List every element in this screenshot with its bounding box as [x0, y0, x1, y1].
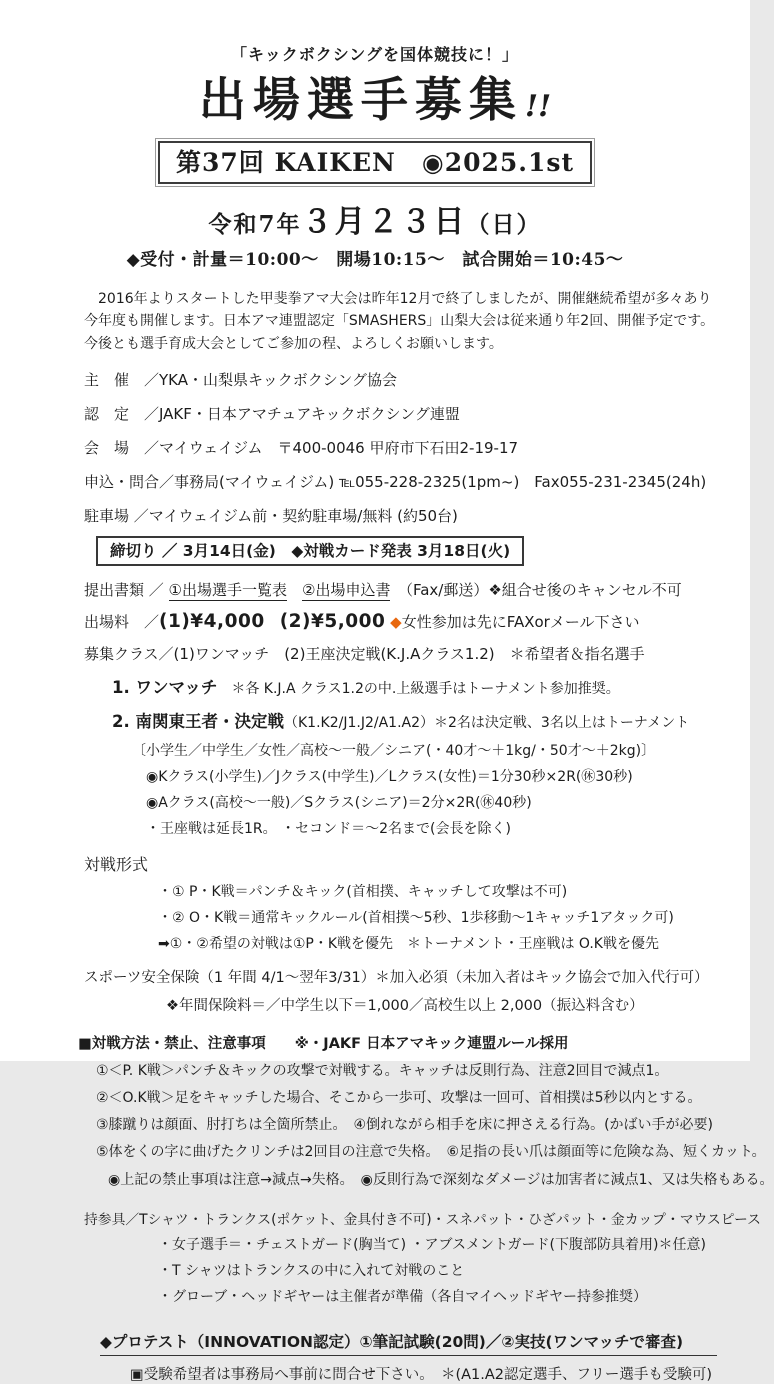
rule-2: ②＜O.K戦＞足をキャッチした場合、そこから一歩可、攻撃は一回可、首相撲は5秒以内とする。 — [96, 1089, 702, 1106]
intro-paragraph — [84, 288, 750, 356]
info-row-certified: 認 定 ／JAKF・日本アマチュアキックボクシング連盟 — [84, 404, 460, 423]
orange-diamond-icon: ◆ — [390, 612, 402, 631]
info-row-parking: 駐車場 ／マイウェイジム前・契約駐車場/無料 (約50台) — [84, 506, 458, 525]
class-rule-note: ・王座戦は延長1R。 ・セコンド＝〜2名まで(会長を除く) — [146, 820, 511, 837]
deadline-row — [96, 536, 750, 566]
class-rule-as: ◉Aクラス(高校〜一般)／Sクラス(シニア)＝2分×2R(㊡40秒) — [146, 794, 532, 811]
match-format-ok: ・② O・K戦＝通常キックルール(首相撲〜5秒、1歩移動〜1キャッチ1アタック可) — [158, 909, 674, 926]
match-format-priority: ➡①・②希望の対戦は①P・K戦を優先 ＊トーナメント・王座戦は O.K戦を優先 — [158, 935, 659, 952]
equipment-tshirt: ・T シャツはトランクスの中に入れて対戦のこと — [158, 1262, 465, 1279]
class-item-2-note: （K1.K2/J1.J2/A1.A2）＊2名は決定戦、3名以上はトーナメント — [284, 714, 690, 731]
schedule-times: ◆受付・計量＝10:00〜 開場10:15〜 試合開始＝10:45〜 — [126, 249, 624, 270]
classes-header: 募集クラス／(1)ワンマッチ (2)王座決定戦(K.J.Aクラス1.2) ＊希望者＆指名選手 — [84, 644, 645, 663]
date-day: ３月２３日 — [301, 203, 467, 240]
intro-line: 2016年よりスタートした甲斐拳アマ大会は昨年12月で終了しましたが、開催継続希望が多々あり — [84, 290, 712, 307]
event-name-box: 第37回 KAIKEN ◉2025.1st — [158, 141, 592, 184]
class-item-1-title: 1. ワンマッチ — [112, 677, 218, 697]
info-row-organizer: 主 催 ／YKA・山梨県キックボクシング協会 — [84, 370, 398, 389]
fee-note: 女性参加は先にFAXorメール下さい — [401, 612, 640, 631]
main-title — [0, 75, 750, 127]
rule-3-4: ③膝蹴りは顔面、肘打ちは全箇所禁止。 ④倒れながら相手を床に押さえる行為。(かばい手が必要) — [96, 1116, 714, 1133]
protest-row — [0, 1306, 750, 1356]
fee-price-1: (1)¥4,000 — [159, 610, 265, 632]
class-rule-kjl: ◉Kクラス(小学生)／Jクラス(中学生)／Lクラス(女性)＝1分30秒×2R(㊡30秒) — [146, 768, 633, 785]
info-row-contact: 申込・問合／事務局(マイウェイジム) ℡055-228-2325(1pm~) Fax055-231-2345(24h) — [84, 472, 707, 491]
insurance-header: スポーツ安全保険（1 年間 4/1〜翌年3/31）＊加入必須（未加入者はキック協会で加入代行可） — [84, 969, 709, 986]
event-box-row — [0, 141, 750, 184]
fee-label: 出場料 ／ — [84, 612, 160, 631]
fee-price-2: (2)¥5,000 — [279, 610, 386, 632]
header-quote: 「キックボクシングを国体競技に！」 — [231, 45, 519, 64]
rules-header: ■対戦方法・禁止、注意事項 ※・JAKF 日本アマキック連盟ルール採用 — [78, 1035, 569, 1052]
deadline-box: 締切り ／ 3月14日(金) ◆対戦カード発表 3月18日(火) — [96, 536, 524, 566]
equipment-women: ・女子選手＝・チェストガード(胸当て) ・アブスメントガード(下腹部防具着用)＊任意) — [158, 1236, 706, 1253]
equipment-gloves: ・グローブ・ヘッドギヤーは主催者が準備（各自マイヘッドギヤー持参推奨） — [158, 1288, 648, 1305]
intro-line: 今年度も開催します。日本アマ連盟認定「SMASHERS」山梨大会は従来通り年2回、開催予定です。 — [84, 313, 715, 330]
equipment-header: 持参具／Tシャツ・トランクス(ポケット、金具付き不可)・スネパット・ひざパット・金カップ・マウスピース — [84, 1211, 761, 1228]
class-item-1-note: ＊各 K.J.A クラス1.2の中.上級選手はトーナメント参加推奨。 — [217, 680, 620, 697]
rules-penalty-note: ◉上記の禁止事項は注意→減点→失格。 ◉反則行為で深刻なダメージは加害者に減点1、又は失格もある。 — [108, 1171, 774, 1188]
rule-5-6: ⑤体をくの字に曲げたクリンチは2回目の注意で失格。 ⑥足指の長い爪は顔面等に危険な為、短くカット。 — [96, 1143, 766, 1160]
date-era: 令和7年 — [208, 210, 302, 238]
class-categories: 〔小学生／中学生／女性／高校〜一般／シニア(・40才〜＋1kg/・50才〜＋2kg)〕 — [132, 742, 656, 759]
match-format-pk: ・① P・K戦＝パンチ＆キック(首相撲、キャッチして攻撃は不可) — [158, 883, 568, 900]
entry-fee-row — [84, 611, 750, 632]
event-date — [0, 196, 750, 241]
main-title-text: 出場選手募集 — [198, 73, 523, 128]
match-format-header: 対戦形式 — [84, 854, 149, 874]
insurance-fee-note: ❖年間保険料＝／中学生以下＝1,000／高校生以上 2,000（振込料含む） — [166, 997, 644, 1014]
class-item-2 — [112, 708, 750, 732]
documents-label: 提出書類 ／ — [84, 580, 169, 599]
document-application-form: ②出場申込書 — [302, 580, 391, 599]
spacer — [265, 613, 280, 631]
rule-1: ①＜P. K戦＞パンチ＆キックの攻撃で対戦する。キャッチは反則行為、注意2回目で減点1。 — [96, 1062, 669, 1079]
document-entry-list: ①出場選手一覧表 — [168, 580, 287, 599]
protest-title: ◆プロテスト（INNOVATION認定）①筆記試験(20問)／②実技(ワンマッチで審査) — [100, 1330, 717, 1356]
documents-note: （Fax/郵送）❖組合せ後のキャンセル不可 — [390, 580, 682, 599]
protest-note: ▣受験希望者は事務局へ事前に問合せ下さい。 ＊(A1.A2認定選手、フリー選手も受験可) — [130, 1366, 713, 1383]
intro-line: 今後とも選手育成大会としてご参加の程、よろしくお願いします。 — [84, 336, 503, 353]
main-title-exclamation: !! — [524, 89, 552, 124]
date-weekday: （日） — [466, 210, 542, 238]
documents-row — [84, 579, 750, 600]
class-item-2-title: 2. 南関東王者・決定戦 — [112, 711, 284, 731]
spacer — [287, 581, 302, 599]
class-item-1 — [112, 674, 750, 698]
info-row-venue: 会 場 ／マイウェイジム 〒400-0046 甲府市下石田2-19-17 — [84, 438, 519, 457]
